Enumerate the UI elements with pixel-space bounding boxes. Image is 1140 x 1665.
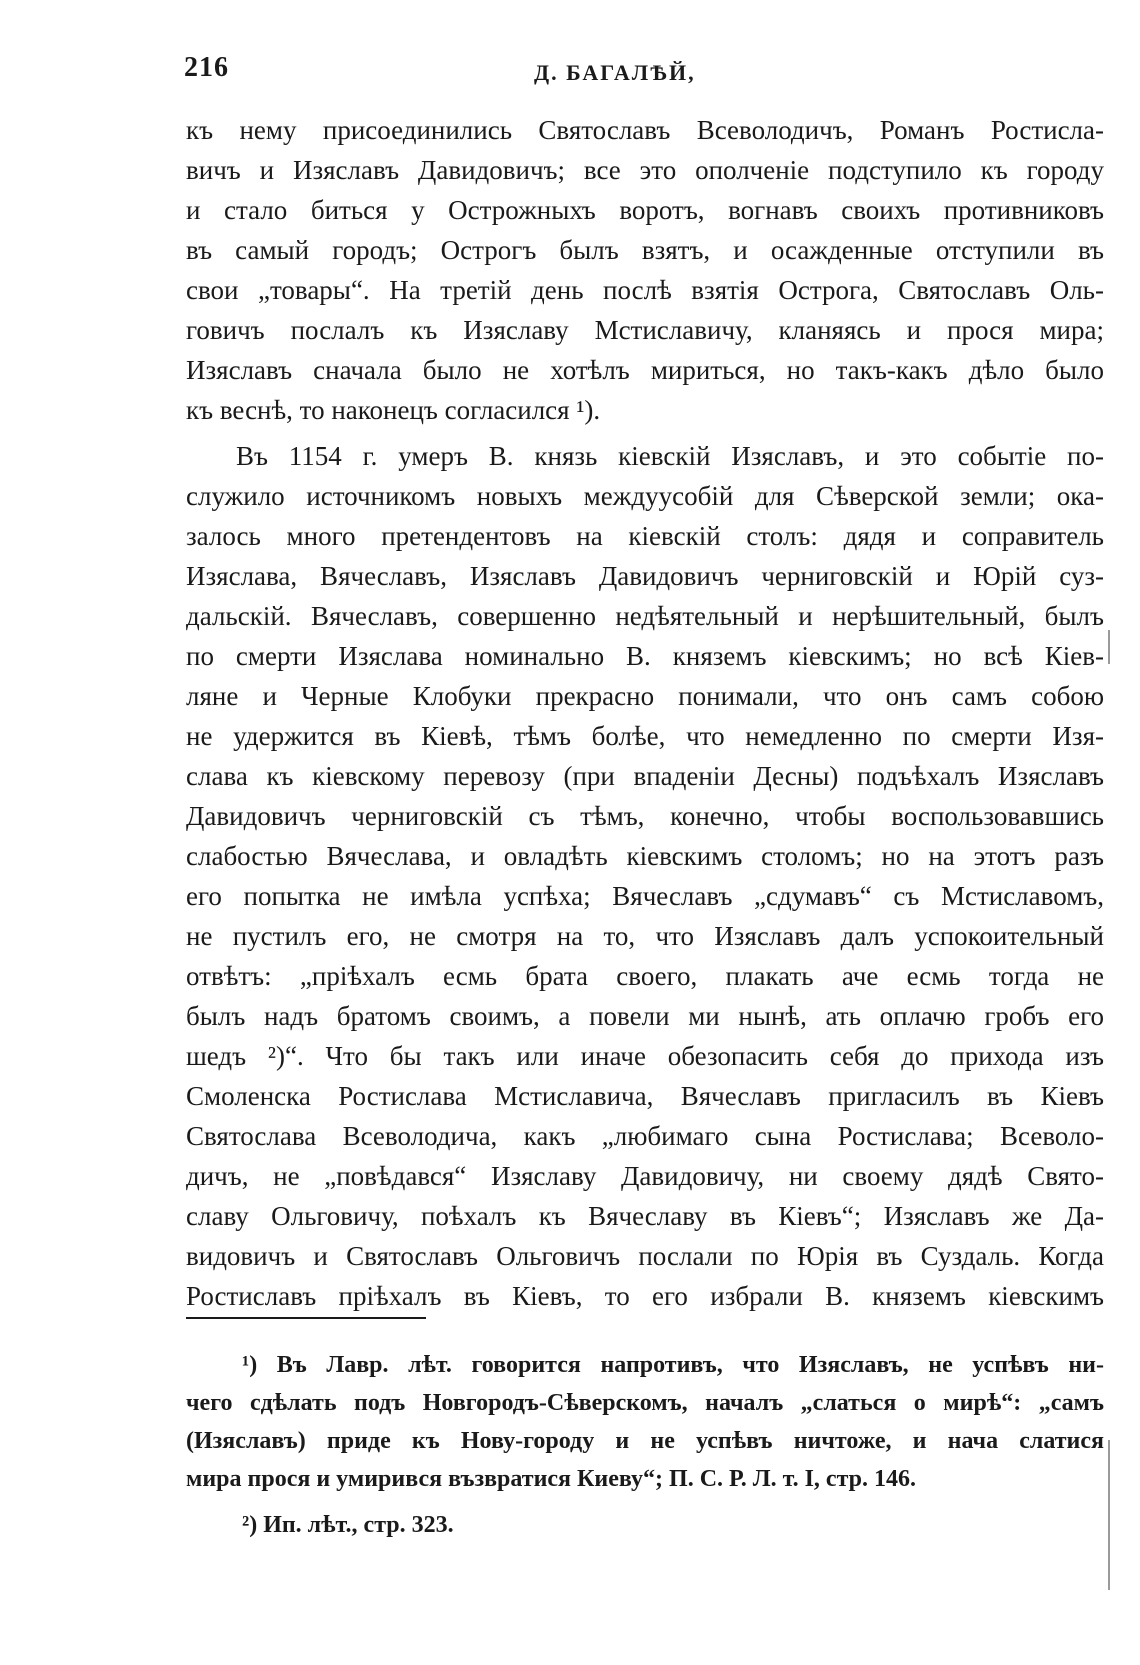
footnote-separator [186,1317,426,1319]
text-line: говичъ послалъ къ Изяславу Мстиславичу, кланяясь и прося мира; [186,315,1104,345]
text-line: Въ 1154 г. умеръ В. князь кіевскій Изяславъ, и это событіе по- [236,441,1104,471]
footnotes [186,1346,1104,1544]
text-line: слава къ кіевскому перевозу (при впаденіи Десны) подъѣхалъ Изяславъ [186,761,1104,791]
text-line: къ нему присоединились Святославъ Всеволодичъ, Романъ Ростисла- [186,115,1104,145]
footnote-gap [186,1498,1104,1506]
margin-scan-mark [1108,1440,1110,1590]
footnote-line: чего сдѣлать подъ Новгородъ-Сѣверскомъ, началъ „слаться о мирѣ“: „самъ [186,1390,1104,1416]
text-line: служило источникомъ новыхъ междуусобій для Сѣверской земли; ока- [186,481,1104,511]
text-line: вичъ и Изяславъ Давидовичъ; все это ополченіе подступило къ городу [186,155,1104,185]
footnote-line: (Изяславъ) приде къ Нову-городу и не успѣвъ ничтоже, и нача слатися [186,1428,1104,1454]
text-line: свои „товары“. На третій день послѣ взятія Острога, Святославъ Оль- [186,275,1104,305]
text-line: не удержится въ Кіевѣ, тѣмъ болѣе, что немедленно по смерти Изя- [186,721,1104,751]
text-line: ляне и Черные Клобуки прекрасно понимали, что онъ самъ собою [186,681,1104,711]
text-line: Давидовичъ черниговскій съ тѣмъ, конечно, чтобы воспользовавшись [186,801,1104,831]
text-line: не пустилъ его, не смотря на то, что Изяславъ далъ успокоительный [186,921,1104,951]
footnote-2: ²) Ип. лѣт., стр. 323. [242,1512,454,1538]
text-line: шедъ ²)“. Что бы такъ или иначе обезопасить себя до прихода изъ [186,1041,1104,1071]
text-line: въ самый городъ; Острогъ былъ взятъ, и осажденные отступили въ [186,235,1104,265]
text-line: Святослава Всеволодича, какъ „любимаго сына Ростислава; Всеволо- [186,1121,1104,1151]
running-head: Д. БАГАЛѢЙ, [534,60,696,85]
text-line: къ веснѣ, то наконецъ согласился ¹). [186,395,601,425]
text-line: отвѣтъ: „пріѣхалъ есмь брата своего, плакать аче есмь тогда не [186,961,1104,991]
main-text [186,110,1104,1316]
text-line: дичъ, не „повѣдався“ Изяславу Давидовичу, ни своему дядѣ Свято- [186,1161,1104,1191]
page-number: 216 [184,52,229,83]
page-header [184,52,1104,92]
text-line: Смоленска Ростислава Мстиславича, Вячеславъ пригласилъ въ Кіевъ [186,1081,1104,1111]
text-line: его попытка не имѣла успѣха; Вячеславъ „сдумавъ“ съ Мстиславомъ, [186,881,1104,911]
text-line: Изяславъ сначала было не хотѣлъ мириться, но такъ-какъ дѣло было [186,355,1104,385]
text-line: Ростиславъ пріѣхалъ въ Кіевъ, то его избрали В. княземъ кіевскимъ [186,1281,1104,1311]
text-line: былъ надъ братомъ своимъ, а повели ми нынѣ, ать оплачю гробъ его [186,1001,1104,1031]
text-line: слабостью Вячеслава, и овладѣть кіевскимъ столомъ; но на этотъ разъ [186,841,1104,871]
text-line: Изяслава, Вячеславъ, Изяславъ Давидовичъ черниговскій и Юрій суз- [186,561,1104,591]
footnote-line: мира прося и умирився възвратися Киеву“; П. С. Р. Л. т. I, стр. 146. [186,1466,916,1492]
text-line: по смерти Изяслава номинально В. княземъ кіевскимъ; но всѣ Кіев- [186,641,1104,671]
text-line: и стало биться у Острожныхъ воротъ, вогнавъ своихъ противниковъ [186,195,1104,225]
text-line: славу Ольговичу, поѣхалъ къ Вячеславу въ Кіевъ“; Изяславъ же Да- [186,1201,1104,1231]
footnote-line: ¹) Въ Лавр. лѣт. говорится напротивъ, что Изяславъ, не успѣвъ ни- [242,1352,1104,1378]
text-line: видовичъ и Святославъ Ольговичъ послали по Юрія въ Суздаль. Когда [186,1241,1104,1271]
text-line: дальскій. Вячеславъ, совершенно недѣятельный и нерѣшительный, былъ [186,601,1104,631]
text-line: залось много претендентовъ на кіевскій столъ: дядя и соправитель [186,521,1104,551]
margin-scan-mark [1108,630,1110,664]
